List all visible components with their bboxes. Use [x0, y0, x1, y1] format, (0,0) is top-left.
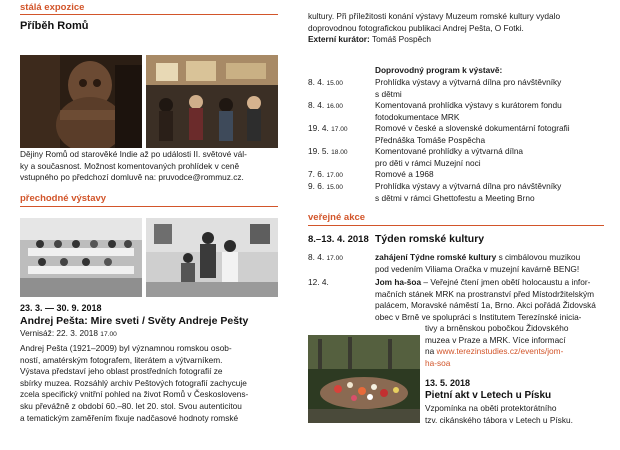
event-desc-text: s cimbálovou muzikou — [496, 252, 581, 262]
terezin-link-continued[interactable]: ha-soa — [425, 357, 451, 368]
event-desc — [375, 252, 610, 275]
event-date: 12. 4. — [308, 277, 329, 287]
section-rule-prechodne — [20, 206, 278, 207]
vernisaz — [20, 328, 117, 341]
program-desc-line: Romové a 1968 — [375, 169, 434, 179]
program-date — [308, 181, 368, 194]
program-date-time: 17.00 — [326, 172, 343, 179]
program-desc-line: Komentované prohlídky a výtvarná dílna — [375, 146, 524, 156]
program-date-day: 19. 4. — [308, 123, 329, 133]
program-desc-line: fotodokumentace MRK — [375, 111, 460, 122]
event-desc-line: mačních stánek MRK na prostranství před Místodržitelským — [375, 288, 595, 299]
event-title: Jom ha-šoa — [375, 277, 422, 287]
photo-statue — [20, 55, 142, 148]
program-date-day: 8. 4. — [308, 77, 325, 87]
program-date — [308, 169, 368, 182]
program-desc-line: Prohlídka výstavy a výtvarná dílna pro návštěvníky — [375, 77, 562, 87]
program-desc — [375, 146, 615, 169]
event-desc-line: obec v Brně ve spolupráci s Institutem Terezínské inicia- — [375, 311, 582, 322]
program-date-day: 8. 4. — [308, 100, 325, 110]
event-desc-line: pod vedením Viliama Oračka v muzejní kavárně BENG! — [375, 263, 580, 274]
text-line — [425, 346, 615, 358]
exhibit-title-pribeh: Příběh Romů — [20, 20, 89, 32]
pesta-description-continued — [308, 11, 608, 46]
text-line: tzv. cikánského tábora v Letech u Písku. — [425, 414, 573, 425]
program-date-day: 19. 5. — [308, 146, 329, 156]
photo-classroom — [20, 218, 142, 297]
stala-description — [20, 149, 282, 184]
text-line: zcela specifický vnitřní pohled na život Romů v Českoslovens- — [20, 389, 249, 400]
event-date-day: 8. 4. — [308, 252, 325, 262]
event-date — [308, 252, 343, 265]
event-date-time: 17.00 — [326, 255, 343, 262]
memorial-image — [308, 335, 420, 423]
link-prefix: na — [425, 346, 437, 357]
program-date-time: 16.00 — [326, 103, 343, 110]
text-line: sbírky muzea. Rozsáhlý archiv Peštových fotografií zachycuje — [20, 377, 247, 388]
program-date-day: 7. 6. — [308, 169, 325, 179]
text-line: vstupného po předchozí domluvě na: pruvodce@rommuz.cz. — [20, 172, 244, 183]
family-image — [146, 218, 278, 297]
pesta-description — [20, 343, 282, 424]
text-line: Andrej Pešta (1921–2009) byl významnou romskou osob- — [20, 343, 232, 353]
curator-name: Tomáš Pospěch — [371, 34, 431, 45]
photo-memorial — [308, 335, 420, 423]
exhibit-dates: 23. 3. — 30. 9. 2018 — [20, 303, 102, 313]
section-heading-prechodne: přechodné výstavy — [20, 193, 107, 204]
text-line: sku převážně z období 60.–80. let 20. stol. Svou autenticitou — [20, 400, 242, 411]
program-desc — [375, 100, 615, 123]
photo-family — [146, 218, 278, 297]
week-dates: 8.–13. 4. 2018 — [308, 234, 369, 245]
event-desc-line: palácem, Moravské náměstí 1a, Brno. Akci pořádá Židovská — [375, 300, 596, 311]
pieta-title: Pietní akt v Letech u Písku — [425, 390, 552, 401]
event-desc-line — [375, 252, 610, 264]
program-desc-line: s dětmi — [375, 88, 402, 99]
text-line: doprovodnou fotografickou publikaci Andrej Pešta, O Fotki. — [308, 22, 524, 33]
statue-image — [20, 55, 142, 148]
program-date-time: 15.00 — [326, 184, 343, 191]
week-title: Týden romské kultury — [375, 233, 485, 245]
jom-hasoa-continued — [425, 323, 615, 369]
event-title: zahájení Týdne romské kultury — [375, 252, 497, 262]
program-date-time: 15.00 — [326, 80, 343, 87]
program-desc — [375, 181, 615, 204]
text-line: ky a současnost. Možnost komentovaných prohlídek v ceně — [20, 160, 240, 171]
program-desc — [375, 123, 615, 146]
program-date — [308, 123, 368, 136]
text-line: muzea v Praze a MRK. Více informací — [425, 334, 566, 345]
program-desc — [375, 169, 615, 181]
section-rule-akce — [308, 225, 604, 226]
program-date — [308, 77, 368, 90]
pieta-date: 13. 5. 2018 — [425, 378, 471, 388]
program-desc — [375, 77, 615, 100]
event-desc-line — [375, 277, 610, 289]
text-line: ností, amatérským fotografem, literátem a výtvarníkem. — [20, 354, 223, 365]
program-desc-line: Prohlídka výstavy a výtvarná dílna pro návštěvníky — [375, 181, 562, 191]
text-line: Dějiny Romů od starověké Indie až po události II. světové vál- — [20, 149, 247, 159]
section-rule-stala — [20, 14, 278, 15]
photo-exhibition-visitors — [146, 55, 278, 148]
pieta-description — [425, 403, 615, 426]
program-date — [308, 100, 368, 113]
program-desc-line: Komentovaná prohlídka výstavy s kurátorem fondu — [375, 100, 562, 110]
text-line: Vzpomínka na oběti protektorátního — [425, 403, 557, 413]
section-heading-akce: veřejné akce — [308, 212, 366, 223]
program-desc-line: Romové v české a slovenské dokumentární fotografii — [375, 123, 570, 133]
program-date-time: 17.00 — [331, 126, 348, 133]
program-desc-line: pro děti v rámci Muzejní noci — [375, 157, 481, 168]
exhibition-image — [146, 55, 278, 148]
program-date-time: 18.00 — [331, 149, 348, 156]
program-heading: Doprovodný program k výstavě: — [375, 65, 503, 75]
section-heading-stala: stálá expozice — [20, 2, 85, 13]
vernisaz-time: 17.00 — [100, 331, 117, 338]
exhibit-title-pesta: Andrej Pešta: Mire sveti / Světy Andreje Pešty — [20, 315, 249, 327]
text-line: kultury. Při příležitosti konání výstavy Muzeum romské kultury vydalo — [308, 11, 561, 21]
curator-line — [308, 34, 608, 46]
program-desc-line: Přednáška Tomáše Pospěcha — [375, 134, 486, 145]
event-desc — [375, 277, 610, 323]
program-date — [308, 146, 368, 159]
curator-label: Externí kurátor: — [308, 34, 370, 45]
program-desc-line: s dětmi v rámci Ghettofestu a Meeting Brno — [375, 192, 535, 203]
terezin-link[interactable]: www.terezinstudies.cz/events/jom- — [436, 346, 564, 357]
classroom-image — [20, 218, 142, 297]
text-line: a tematickým zaměřením fixuje nadčasové hodnoty romské — [20, 412, 239, 423]
program-date-day: 9. 6. — [308, 181, 325, 191]
text-line: tivy a brněnskou pobočkou Židovského — [425, 323, 569, 333]
vernisaz-label: Vernisáž: 22. 3. 2018 — [20, 328, 98, 338]
text-line: Výstava představí jeho oblast prostředních fotografií ze — [20, 366, 223, 377]
event-desc-text: – Veřejné čtení jmen obětí holocaustu a infor- — [421, 277, 591, 287]
